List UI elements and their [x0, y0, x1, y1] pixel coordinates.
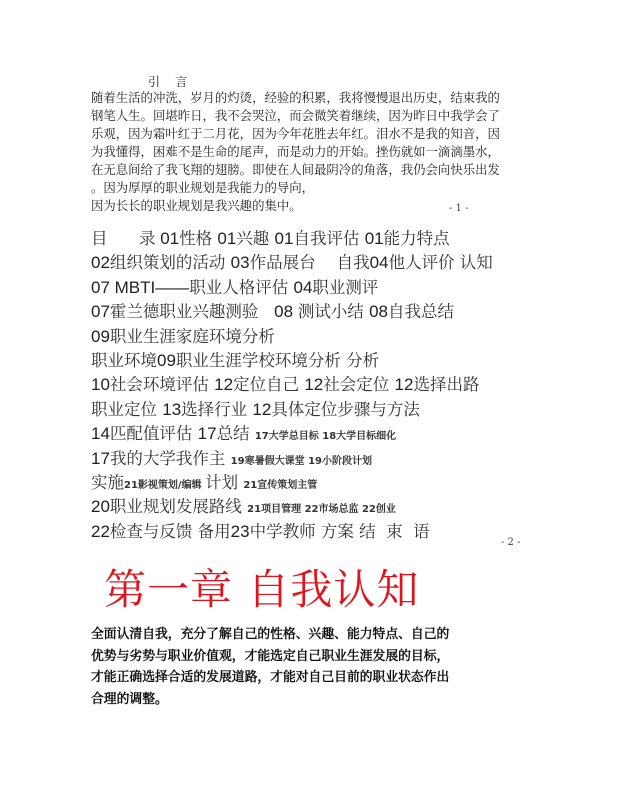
toc-segment: 总结 [216, 424, 255, 444]
toc-segment: 选择出路 [413, 375, 480, 395]
page-number-2: - 2 - [501, 537, 521, 548]
toc-row [91, 520, 531, 544]
toc-segment: 01 [155, 229, 180, 248]
intro-heading: 引 言 [148, 75, 188, 89]
toc-segment: 12 [214, 375, 234, 395]
toc-segment: 12 [394, 375, 414, 395]
toc-segment: 职业生涯家庭环境分析 [109, 326, 275, 346]
toc-row [91, 398, 531, 422]
toc-segment: 17 [197, 424, 217, 444]
toc-row [91, 251, 531, 275]
toc-segment: 职业规划发展路线 [109, 497, 248, 517]
toc-segment: 录 [138, 229, 156, 248]
chapter-line: 全面认清自我，充分了解自己的性格、兴趣、能力特点、自己的 [91, 627, 450, 642]
toc-segment: 兴趣 [236, 229, 275, 248]
toc-row [91, 495, 531, 519]
toc-segment: 作品展台 自我 [249, 253, 370, 273]
chapter-line: 合理的调整。 [91, 691, 168, 707]
chapter-line: 才能正确选择合适的发展道路，才能对自己目前的职业状态作出 [91, 670, 450, 686]
toc-segment: 社会环境评估 [109, 375, 215, 395]
toc-segment: 职业测评 [312, 277, 379, 297]
toc-segment: 23 [230, 521, 250, 541]
chapter-title: 第一章 自我认知 [104, 565, 420, 614]
toc-segment: 20 [91, 497, 110, 517]
toc-segment: 04 [293, 277, 313, 297]
toc-segment: 他人评价 认知 [388, 253, 493, 273]
toc-segment: 02 [91, 253, 110, 273]
intro-line: 随着生活的冲洗，岁月的灼烫，经验的积累，我将慢慢退出历史，结束我的 [91, 90, 500, 105]
toc-segment: 霍兰德职业兴趣测验 [109, 302, 275, 322]
toc-segment: 14 [91, 424, 110, 444]
toc-segment: 01 [274, 229, 294, 248]
toc-row [91, 300, 531, 324]
toc-segment: 能力特点 [383, 229, 450, 248]
toc-segment: 17大学总目标 18大学目标细化 [254, 431, 397, 443]
toc-segment: 计划 [205, 472, 244, 492]
toc-row [91, 227, 531, 251]
toc-segment: 12 [252, 399, 272, 419]
toc-segment: 职业环境 [91, 350, 157, 370]
intro-line: 因为长长的职业规划是我兴趣的集中。 [91, 198, 302, 213]
toc-segment: 中学教师 方案 结 束 语 [249, 521, 430, 541]
toc-row [91, 325, 531, 349]
toc-row [91, 276, 531, 300]
toc-segment: 12 [304, 375, 324, 395]
toc-segment: 13 [162, 399, 182, 419]
toc-segment: 职业生涯学校环境分析 分析 [175, 350, 380, 370]
toc-segment: 性格 [179, 229, 218, 248]
toc-segment: 08 [274, 302, 298, 322]
toc-segment: 检查与反馈 备用 [109, 521, 231, 541]
toc-segment: 自我评估 [293, 229, 365, 248]
toc-row [91, 422, 531, 446]
toc-row [91, 471, 531, 495]
intro-line: 为我懂得，困难不是生命的尾声，而是动力的开始。挫伤就如一滴滴墨水， [91, 144, 500, 159]
intro-line: 乐观，因为霜叶红于二月花，因为今年花胜去年红。泪水不是我的知音，因 [91, 126, 500, 141]
toc-segment: 组织策划的活动 [109, 253, 231, 273]
toc-segment: 定位自己 [233, 375, 305, 395]
toc-segment: 08 [369, 302, 388, 322]
toc-segment: 07 [91, 302, 110, 322]
toc-row [91, 373, 531, 397]
toc-segment: 01 [364, 229, 384, 248]
toc-segment: 职业定位 [91, 399, 163, 419]
toc-segment: 04 [369, 253, 389, 273]
chapter-intro-paragraph [91, 624, 541, 710]
toc-segment: 测试小结 [297, 302, 370, 322]
intro-line: 。因为厚厚的职业规划是我能力的导向， [91, 180, 315, 195]
toc-segment: 19寒暑假大课堂 19小阶段计划 [230, 455, 372, 467]
toc-segment: 实施 [91, 472, 124, 492]
intro-line: 钢笔人生。回堪昨日，我不会哭泣，而会微笑着继续，因为昨日中我学会了 [91, 108, 500, 123]
toc-segment: 21宣传策划主管 [243, 479, 318, 491]
toc-segment: 10 [91, 375, 110, 395]
toc-segment: 自我总结 [387, 302, 454, 322]
toc-segment: 22 [91, 521, 110, 541]
table-of-contents [91, 227, 531, 544]
toc-segment: 具体定位步骤与方法 [271, 399, 420, 419]
toc-row [91, 349, 531, 373]
chapter-line: 优势与劣势与职业价值观，才能选定自己职业生涯发展的目标， [91, 648, 450, 664]
toc-segment: 21项目管理 22市场总监 22创业 [247, 504, 396, 516]
toc-segment: 03 [230, 253, 250, 273]
toc-segment: 目 [91, 229, 108, 248]
toc-segment: 选择行业 [181, 399, 253, 419]
toc-segment [108, 229, 139, 248]
toc-segment: 09 [91, 326, 110, 346]
intro-paragraph [91, 89, 531, 215]
toc-segment: 21影视策划/编辑 [124, 479, 206, 491]
toc-segment: 匹配值评估 [109, 424, 198, 444]
toc-segment: 07 MBTI—— [91, 277, 190, 297]
toc-segment: 我的大学我作主 [109, 448, 231, 468]
toc-segment: 职业人格评估 [189, 277, 294, 297]
toc-segment: 09 [157, 350, 176, 370]
toc-row [91, 447, 531, 471]
page-number-1: - 1 - [449, 203, 469, 214]
toc-segment: 01 [217, 229, 237, 248]
toc-segment: 社会定位 [323, 375, 395, 395]
toc-segment: 17 [91, 448, 110, 468]
intro-line: 在无息间给了我飞翔的翅膀。即使在人间最阴冷的角落，我仍会向快乐出发 [91, 162, 500, 177]
